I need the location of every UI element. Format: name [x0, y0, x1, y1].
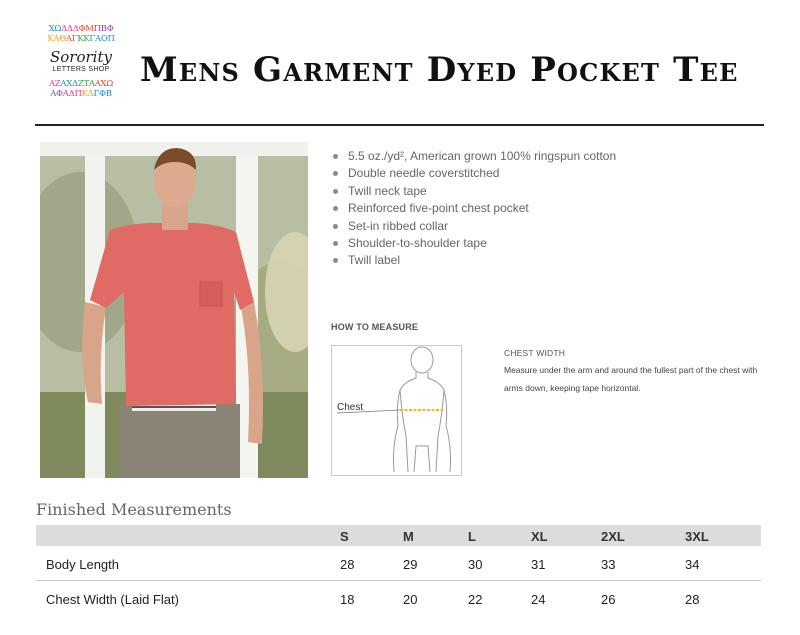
how-to-measure-heading: HOW TO MEASURE [331, 322, 419, 332]
product-photo [40, 142, 308, 478]
size-column-header: L [468, 529, 476, 544]
size-column-header: S [340, 529, 349, 544]
size-chart-table [36, 525, 761, 616]
greek-letters: ΓΦΒ [93, 89, 112, 99]
table-cell: 29 [403, 557, 418, 572]
brand-logo[interactable] [38, 24, 124, 110]
table-cell: 34 [685, 557, 700, 572]
row-label: Body Length [46, 557, 120, 572]
row-label: Chest Width (Laid Flat) [46, 592, 179, 607]
table-row [36, 546, 761, 581]
greek-letters: ΠΒΦ [93, 24, 114, 34]
greek-letters: ΑΧΩ [94, 79, 114, 89]
greek-letters: ΑΦ [50, 89, 63, 99]
header-divider [35, 124, 764, 126]
table-header-row [36, 525, 761, 546]
greek-letters: ΔΔΔ [61, 24, 79, 34]
chest-width-heading: CHEST WIDTH [504, 348, 566, 358]
greek-letters: ΑΖ [48, 79, 61, 89]
table-cell: 20 [403, 592, 418, 607]
logo-wordmark: Sorority [50, 48, 112, 66]
feature-item: Twill label [330, 252, 616, 269]
product-title: Mens Garment Dyed Pocket Tee [140, 50, 739, 90]
finished-measurements-heading: Finished Measurements [36, 500, 232, 519]
greek-letters: ΑΧΔ [60, 79, 78, 89]
size-column-header: XL [531, 529, 548, 544]
table-cell: 31 [531, 557, 546, 572]
greek-letters: ΚΚΓ [77, 34, 96, 44]
greek-letters-row-4 [38, 89, 124, 99]
model-illustration [40, 142, 308, 478]
table-cell: 22 [468, 592, 483, 607]
greek-letters-row-2 [38, 34, 124, 44]
table-cell: 30 [468, 557, 483, 572]
greek-letters: ΑΓ [65, 34, 78, 44]
table-cell: 26 [601, 592, 616, 607]
greek-letters-row-1 [38, 24, 124, 34]
logo-subtitle: LETTERS SHOP [52, 66, 110, 73]
table-cell: 18 [340, 592, 355, 607]
chest-diagram-label: Chest [337, 402, 364, 413]
greek-letters: ΑΟΠ [95, 34, 115, 44]
feature-item: Shoulder-to-shoulder tape [330, 235, 616, 252]
feature-item: Set-in ribbed collar [330, 218, 616, 235]
table-cell: 28 [340, 557, 355, 572]
feature-list [330, 148, 616, 270]
feature-item: Twill neck tape [330, 183, 616, 200]
table-cell: 28 [685, 592, 700, 607]
chest-width-instructions: Measure under the arm and around the fullest part of the chest with arms down, keeping tape horizontal. [504, 365, 758, 393]
measurement-diagram [331, 345, 462, 476]
greek-letters: ΖΤΑ [77, 79, 95, 89]
size-column-header: 3XL [685, 529, 709, 544]
feature-item: 5.5 oz./yd², American grown 100% ringspun cotton [330, 148, 616, 165]
greek-letters: ΚΔ [81, 89, 94, 99]
greek-letters-row-3 [38, 79, 124, 89]
size-column-header: 2XL [601, 529, 625, 544]
greek-letters: ΧΩ [48, 24, 62, 34]
table-row [36, 581, 761, 616]
greek-letters: ΚΑΘ [47, 34, 66, 44]
table-cell: 33 [601, 557, 616, 572]
greek-letters: ΦΜ [78, 24, 94, 34]
table-cell: 24 [531, 592, 546, 607]
feature-item: Double needle coverstitched [330, 165, 616, 182]
size-column-header: M [403, 529, 414, 544]
greek-letters: ΑΔΠ [62, 89, 82, 99]
feature-item: Reinforced five-point chest pocket [330, 200, 616, 217]
